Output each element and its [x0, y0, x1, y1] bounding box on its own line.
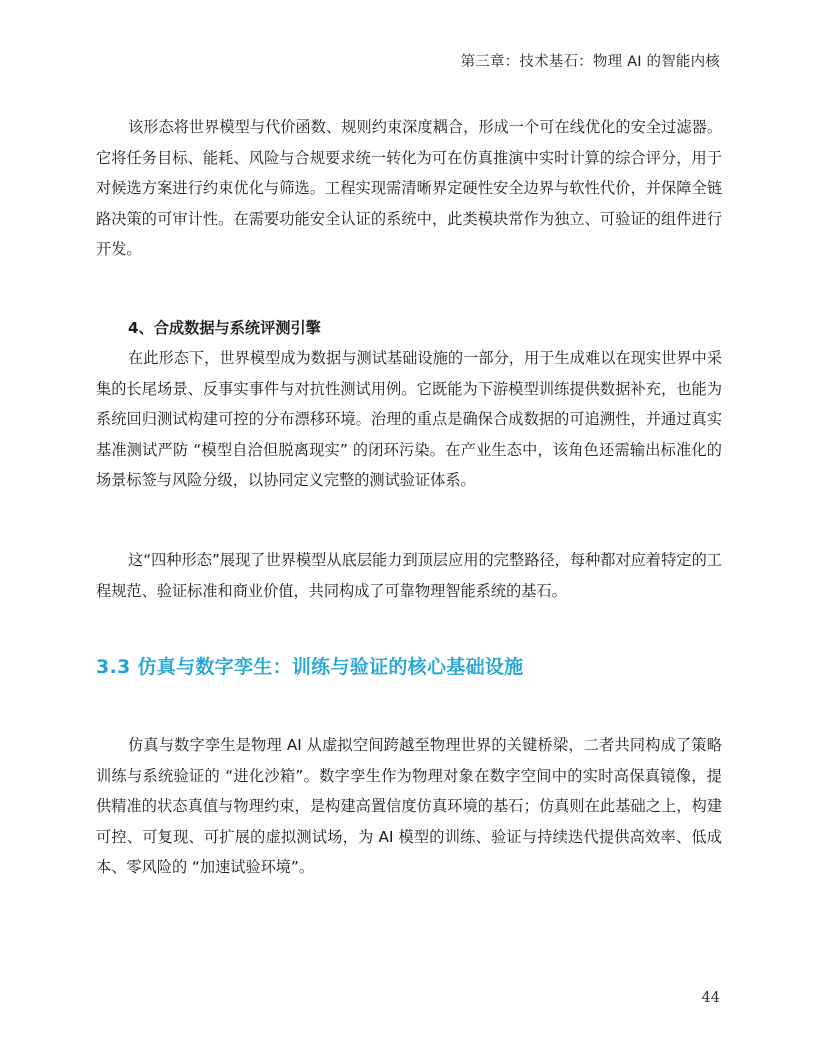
chapter-header: 第三章：技术基石：物理 AI 的智能内核	[460, 54, 720, 70]
paragraph-safety-filter: 该形态将世界模型与代价函数、规则约束深度耦合，形成一个可在线优化的安全过滤器。它将任务目标、能耗、风险与合规要求统一转化为可在仿真推演中实时计算的综合评分，用于对候选方案进行约束优化与筛选。工程实现需清晰界定硬性安全边界与软性代价，并保障全链路决策的可审计性。在需要功能安全认证的系统中，此类模块常作为独立、可验证的组件进行开发。	[96, 118, 722, 259]
paragraph-synthetic-data: 在此形态下，世界模型成为数据与测试基础设施的一部分，用于生成难以在现实世界中采集的长尾场景、反事实事件与对抗性测试用例。它既能为下游模型训练提供数据补充，也能为系统回归测试构建可控的分布漂移环境。治理的重点是确保合成数据的可追溯性，并通过真实基准测试严防 “模型自洽但脱离现实” 的闭环污染。在产业生态中，该角色还需输出标准化的场景标签与风险分级，以协同定义完整的测试验证体系。	[96, 349, 722, 490]
subheading-synthetic-data: 4、合成数据与系统评测引擎	[128, 319, 321, 337]
section-title-3-3: 3.3 仿真与数字孪生：训练与验证的核心基础设施	[96, 656, 524, 678]
paragraph-simulation-digital-twin: 仿真与数字孪生是物理 AI 从虚拟空间跨越至物理世界的关键桥梁，二者共同构成了策略训练与系统验证的 “进化沙箱”。数字孪生作为物理对象在数字空间中的实时高保真镜像，提供精准的状态真值与物理约束，是构建高置信度仿真环境的基石；仿真则在此基础之上，构建可控、可复现、可扩展的虚拟测试场，为 AI 模型的训练、验证与持续迭代提供高效率、低成本、零风险的 “加速试验环境”。	[96, 736, 722, 877]
page-number: 44	[701, 990, 720, 1006]
paragraph-four-forms-summary: 这“四种形态”展现了世界模型从底层能力到顶层应用的完整路径，每种都对应着特定的工程规范、验证标准和商业价值，共同构成了可靠物理智能系统的基石。	[96, 551, 722, 600]
